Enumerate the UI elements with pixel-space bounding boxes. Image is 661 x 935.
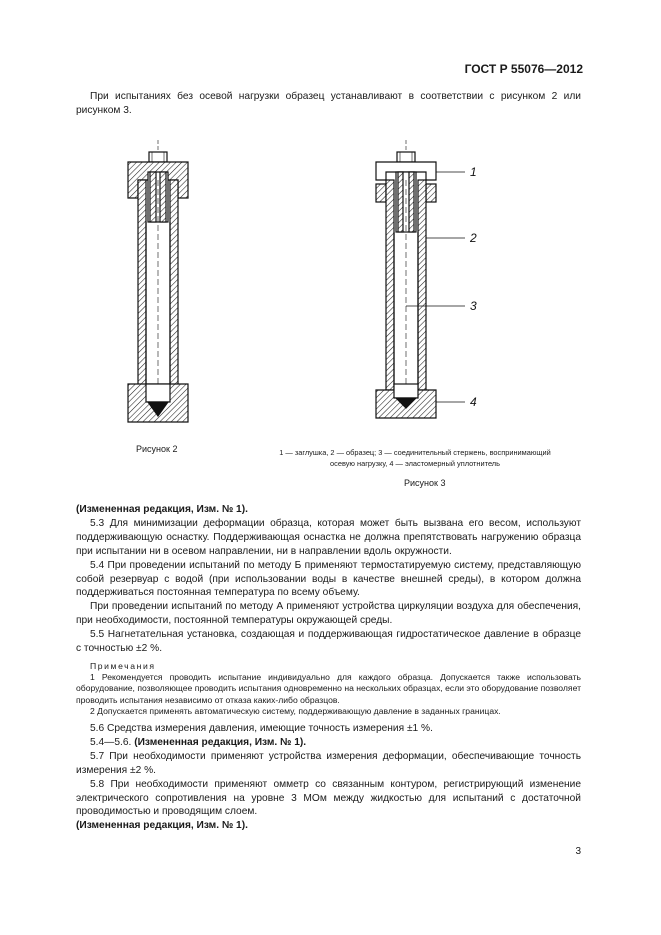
figure-3-caption: Рисунок 3	[404, 478, 446, 488]
revision-note-5-4-5-6: 5.4—5.6. (Измененная редакция, Изм. № 1).	[90, 736, 307, 748]
figure-2-caption: Рисунок 2	[136, 444, 178, 454]
note-1: 1 Рекомендуется проводить испытание индивидуально для каждого образца. Допускается также использовать оборудование, позволяющее проводить испытания одновременно на нескольких образцах, если это оборудование позволяет проводить испытания независимо от отказа каких-либо образцов.	[76, 671, 581, 705]
fig3-label-3: 3	[470, 299, 477, 313]
figures-drawing	[0, 140, 661, 440]
clause-5-7: 5.7 При необходимости применяют устройства измерения деформации, обеспечивающие точность измерения ±2 %.	[76, 750, 581, 776]
clause-5-4: 5.4 При проведении испытаний по методу Б применяют термостатируемую систему, представляющую собой резервуар с водой (при использовании воды в качестве внешней среды), в котором должна поддерживаться постоянная температура по всему объему.	[76, 559, 581, 599]
standard-header: ГОСТ Р 55076—2012	[464, 62, 583, 76]
body-text	[76, 503, 581, 833]
clause-5-3: 5.3 Для минимизации деформации образца, которая может быть вызвана его весом, используют поддерживающую оснастку. Поддерживающая оснастка не должна препятствовать нагружению образца при испытании ни в осевом направлении, ни в направлении вдоль окружности.	[76, 517, 581, 557]
clause-5-6: 5.6 Средства измерения давления, имеющие точность измерения ±1 %.	[90, 722, 433, 734]
clause-5-4-cont: При проведении испытаний по методу А применяют устройства циркуляции воздуха для обеспечения, при необходимости, постоянной температуры окружающей среды.	[76, 601, 581, 627]
fig3-label-2: 2	[470, 231, 477, 245]
revision-note: (Измененная редакция, Изм. № 1).	[76, 504, 248, 515]
figure-3-drawing	[376, 140, 465, 418]
note-2: 2 Допускается применять автоматическую систему, поддерживающую давление в заданных границах.	[90, 706, 501, 717]
figure-3-legend: 1 — заглушка, 2 — образец; 3 — соединительный стержень, воспринимающий осевую нагрузку, 4 — эластомерный уплотнитель	[279, 448, 551, 468]
figure-2-drawing	[128, 140, 188, 422]
revision-note-2: (Измененная редакция, Изм. № 1).	[76, 820, 248, 832]
clause-5-8: 5.8 При необходимости применяют омметр со связанным контуром, регистрирующий изменение электрического сопротивления на уровне 3 МОм между жидкостью для испытаний с достаточной проводимостью и проводящим слоем.	[76, 778, 581, 818]
intro-paragraph: При испытаниях без осевой нагрузки образец устанавливают в соответствии с рисунком 2 или рисунком 3.	[76, 91, 581, 116]
clause-5-5: 5.5 Нагнетательная установка, создающая и поддерживающая гидростатическое давление в образце с точностью ±2 %.	[76, 629, 581, 655]
notes-title: Примечания	[90, 660, 156, 671]
page-number: 3	[575, 846, 581, 857]
fig3-label-1: 1	[470, 165, 477, 179]
fig3-label-4: 4	[470, 395, 477, 409]
